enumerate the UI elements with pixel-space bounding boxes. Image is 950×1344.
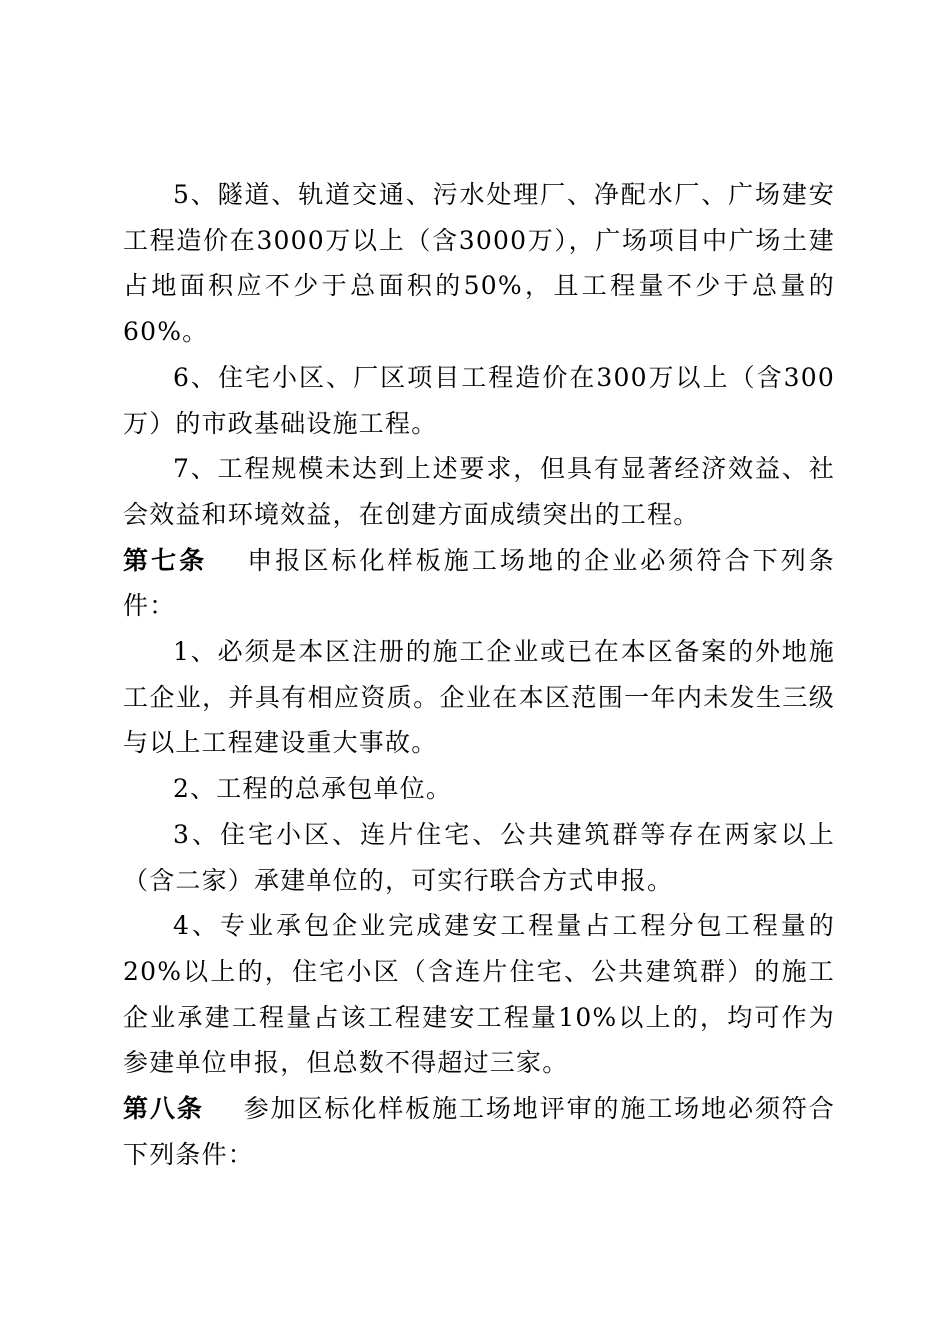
article-7-heading xyxy=(123,538,835,629)
article-7-number: 第七条 xyxy=(123,545,208,575)
article-8-heading xyxy=(123,1086,835,1177)
article-7-item-3: 3、住宅小区、连片住宅、公共建筑群等存在两家以上（含二家）承建单位的，可实行联合方式申报。 xyxy=(123,819,835,895)
paragraph-item-5: 5、隧道、轨道交通、污水处理厂、净配水厂、广场建安工程造价在3000万以上（含3000万），广场项目中广场土建占地面积应不少于总面积的50%，且工程量不少于总量的60%。 xyxy=(123,180,835,347)
document-body xyxy=(123,172,835,1177)
paragraph-item-6: 6、住宅小区、厂区项目工程造价在300万以上（含300万）的市政基础设施工程。 xyxy=(123,362,835,438)
paragraph-item-7: 7、工程规模未达到上述要求，但具有显著经济效益、社会效益和环境效益，在创建方面成绩突出的工程。 xyxy=(123,454,835,529)
article-7-item-2: 2、工程的总承包单位。 xyxy=(173,774,453,804)
article-7-text: 申报区标化样板施工场地的企业必须符合下列条件： xyxy=(123,545,835,621)
article-8-number: 第八条 xyxy=(123,1094,204,1124)
article-7-item-4: 4、专业承包企业完成建安工程量占工程分包工程量的20%以上的，住宅小区（含连片住宅、公共建筑群）的施工企业承建工程量占该工程建安工程量10%以上的，均可作为参建单位申报，但总数不得超过三家。 xyxy=(123,911,835,1078)
article-7-item-1: 1、必须是本区注册的施工企业或已在本区备案的外地施工企业，并具有相应资质。企业在本区范围一年内未发生三级与以上工程建设重大事故。 xyxy=(123,637,835,758)
article-8-text: 参加区标化样板施工场地评审的施工场地必须符合下列条件： xyxy=(123,1094,835,1169)
